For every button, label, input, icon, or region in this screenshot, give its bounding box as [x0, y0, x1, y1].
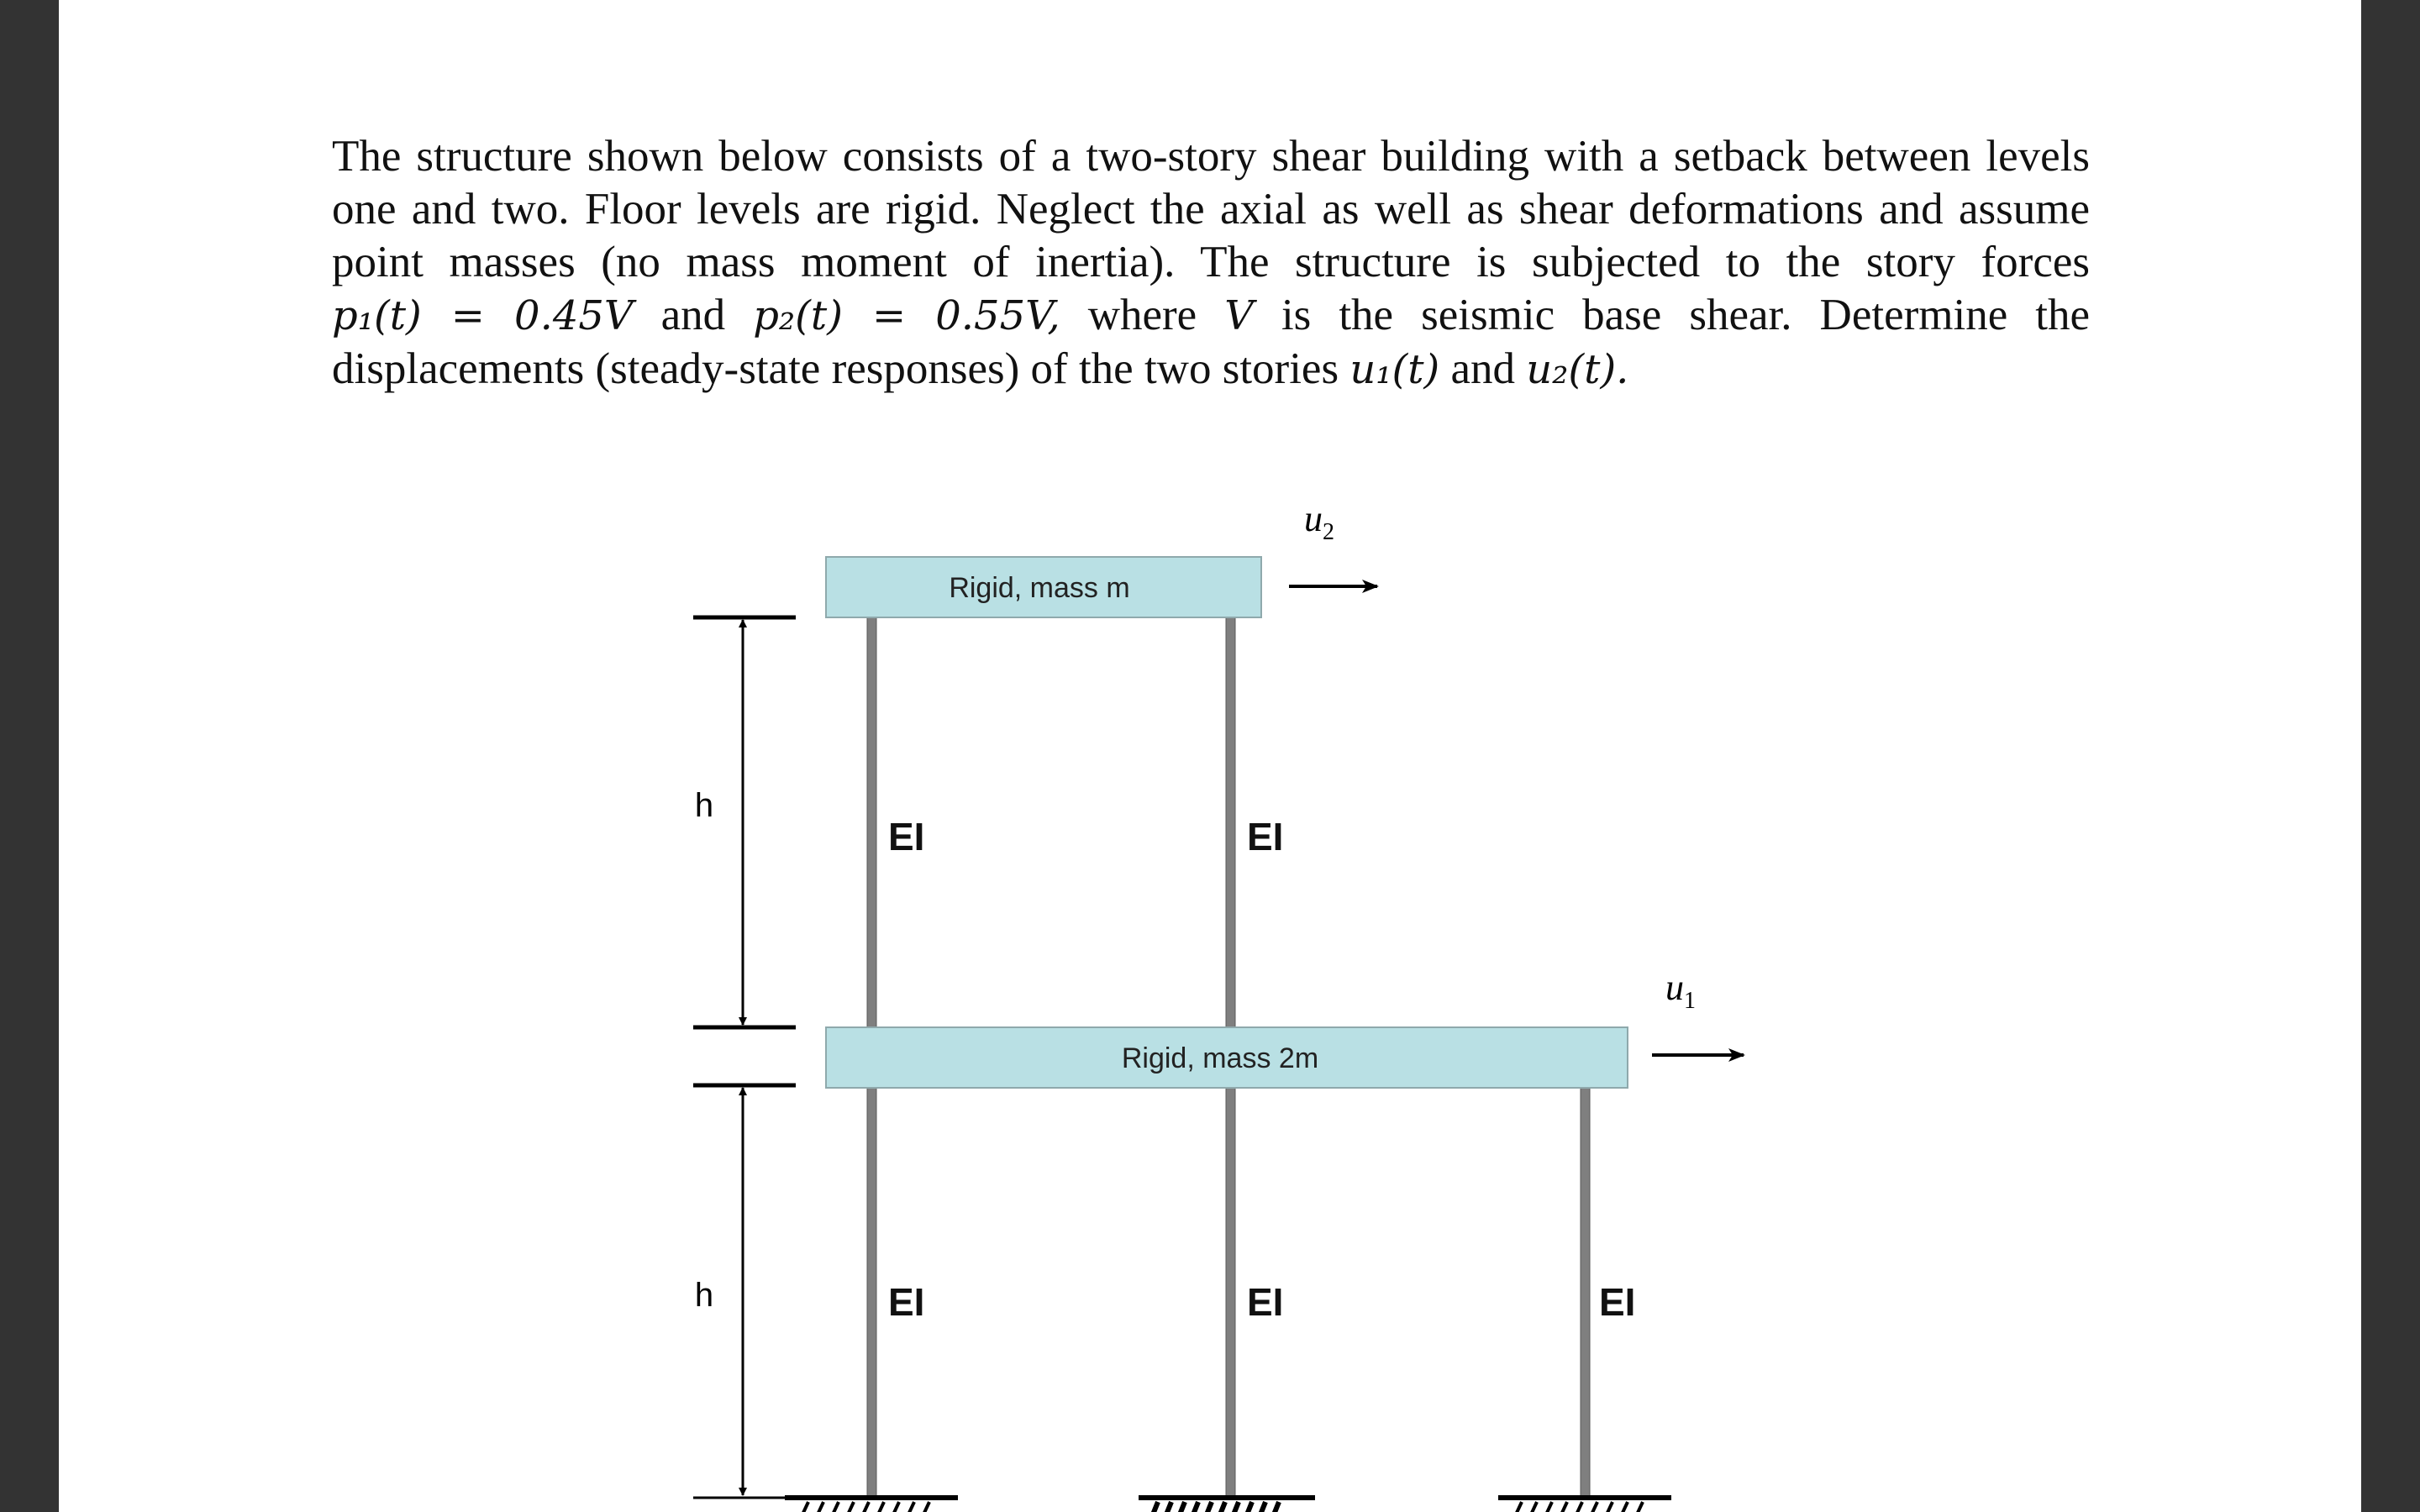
disp-u2: u₂(t).	[1526, 346, 1629, 393]
ei-label-upper-left: EI	[888, 815, 925, 858]
dimension-lines	[693, 617, 796, 1498]
column-upper-left	[867, 617, 876, 1027]
u1-label: $u_1$	[1665, 967, 1696, 1014]
fixed-supports	[785, 1498, 1671, 1512]
problem-line-3: point masses (no mass moment of inertia). The structure is subjected to the story forces	[332, 238, 2090, 286]
hatching-left	[797, 1502, 929, 1512]
text-displacements: displacements (steady-state responses) of the two stories	[332, 344, 1339, 393]
ei-label-upper-right: EI	[1247, 815, 1284, 858]
base-shear-symbol: V	[1224, 292, 1254, 339]
column-lower-right	[1581, 1088, 1590, 1498]
hatching-middle	[1148, 1502, 1279, 1512]
force-p2: p₂(t) = 0.55V,	[753, 292, 1060, 339]
ei-label-lower-middle: EI	[1247, 1280, 1284, 1324]
u2-label: $u_2$	[1304, 498, 1334, 545]
problem-line-1: The structure shown below consists of a two-story shear building with a setback between levels	[332, 132, 2090, 181]
u1-subscript: 1	[1684, 988, 1696, 1014]
text-where: where	[1087, 291, 1197, 339]
column-lower-middle	[1226, 1088, 1235, 1498]
disp-u1: u₁(t)	[1349, 346, 1440, 393]
column-upper-right	[1226, 617, 1235, 1027]
ei-label-lower-right: EI	[1599, 1280, 1636, 1324]
force-p1: p₁(t) = 0.45V	[332, 292, 634, 339]
u2-subscript: 2	[1323, 519, 1334, 545]
ei-label-lower-left: EI	[888, 1280, 925, 1324]
height-label-lower: h	[694, 1277, 714, 1314]
text-and-2: and	[1450, 344, 1516, 393]
top-slab-label: Rigid, mass m	[949, 572, 1130, 604]
problem-line-2: one and two. Floor levels are rigid. Neglect the axial as well as shear deformations and assume	[332, 185, 2090, 234]
bottom-slab-label: Rigid, mass 2m	[1121, 1042, 1319, 1074]
text-and: and	[660, 291, 726, 339]
hatching-right	[1510, 1502, 1643, 1512]
column-lower-left	[867, 1088, 876, 1498]
height-label-upper: h	[694, 787, 714, 824]
text-rest: is the seismic base shear. Determine the	[1281, 291, 2091, 339]
